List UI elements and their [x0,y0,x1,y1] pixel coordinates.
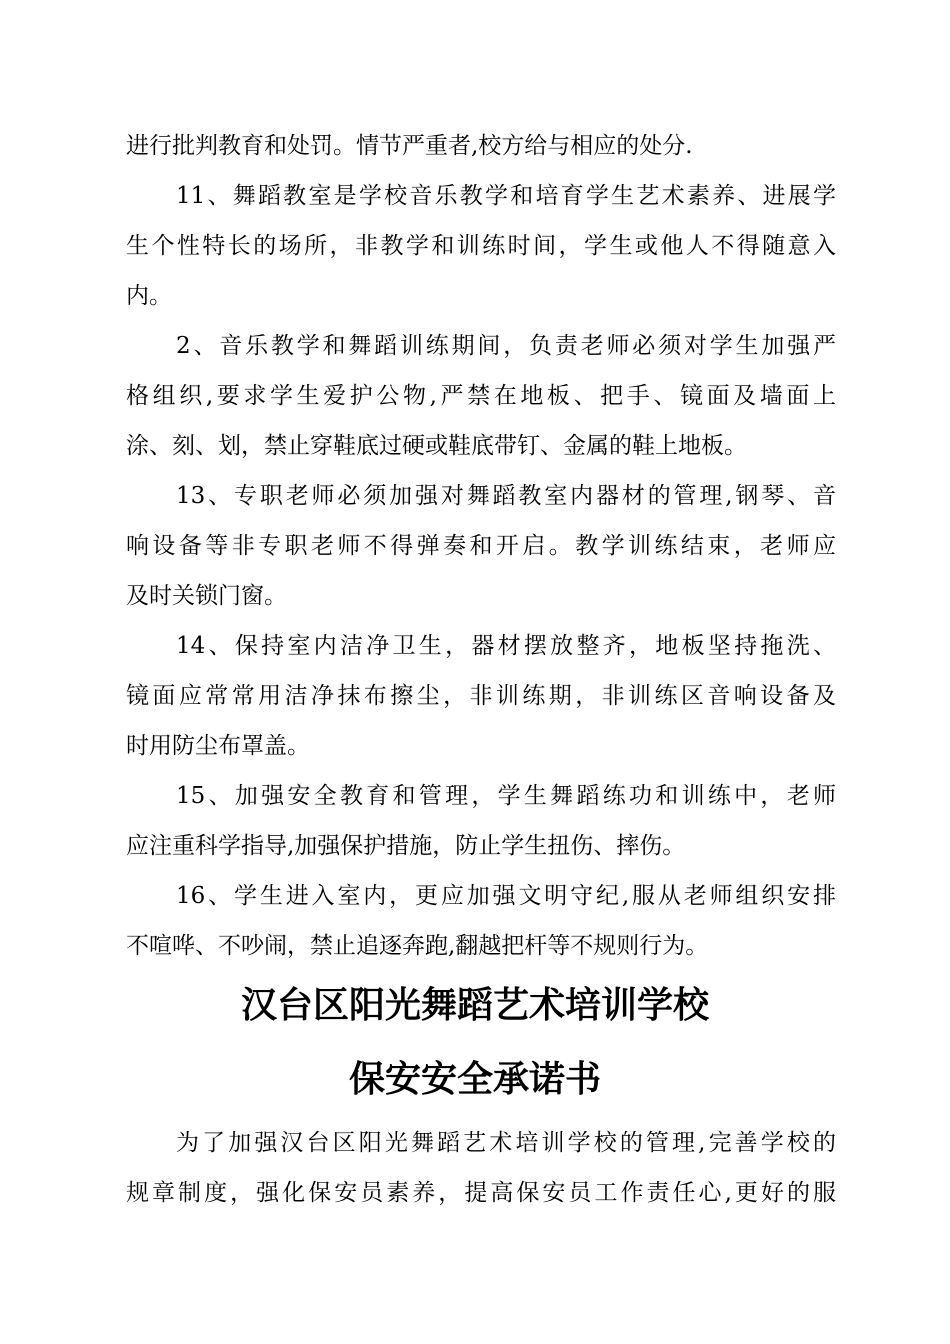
text-line: 涂、刻、划，禁止穿鞋底过硬或鞋底带钉、金属的鞋上地板。 [126,433,747,459]
rule-15-line: 15、加强安全教育和管理，学生舞蹈练功和训练中，老师 [176,783,836,809]
rule-11-line: 11、舞蹈教室是学校音乐教学和培育学生艺术素养、进展学 [176,183,836,209]
rule-2-line: 2、音乐教学和舞蹈训练期间，负责老师必须对学生加强严 [176,333,836,359]
text-line: 生个性特长的场所，非教学和训练时间，学生或他人不得随意入 [126,233,836,259]
text-line: 响设备等非专职老师不得弹奏和开启。教学训练结束，老师应 [126,533,836,559]
text-line: 及时关锁门窗。 [126,583,287,609]
intro-line: 规章制度，强化保安员素养，提高保安员工作责任心,更好的服 [126,1180,836,1206]
rule-14-line: 14、保持室内洁净卫生，器材摆放整齐，地板坚持拖洗、 [176,633,836,659]
rule-13-line: 13、专职老师必须加强对舞蹈教室内器材的管理,钢琴、音 [176,483,836,509]
text-line: 应注重科学指导,加强保护措施，防止学生扭伤、摔伤。 [126,833,686,859]
rule-16-line: 16、学生进入室内，更应加强文明守纪,服从老师组织安排 [176,883,836,909]
intro-line: 为了加强汉台区阳光舞蹈艺术培训学校的管理,完善学校的 [176,1130,836,1156]
text-line: 不喧哗、不吵闹，禁止追逐奔跑,翻越把杆等不规则行为。 [126,933,709,959]
text-line: 进行批判教育和处罚。情节严重者,校方给与相应的处分. [126,133,693,159]
text-line: 时用防尘布罩盖。 [126,733,310,759]
document-title-line2: 保安安全承诺书 [348,1059,601,1100]
text-line: 镜面应常常用洁净抹布擦尘，非训练期，非训练区音响设备及 [126,683,836,709]
document-title-line1: 汉台区阳光舞蹈艺术培训学校 [240,985,709,1026]
text-line: 内。 [126,283,172,309]
text-line: 格组织,要求学生爱护公物,严禁在地板、把手、镜面及墙面上 [126,383,836,409]
